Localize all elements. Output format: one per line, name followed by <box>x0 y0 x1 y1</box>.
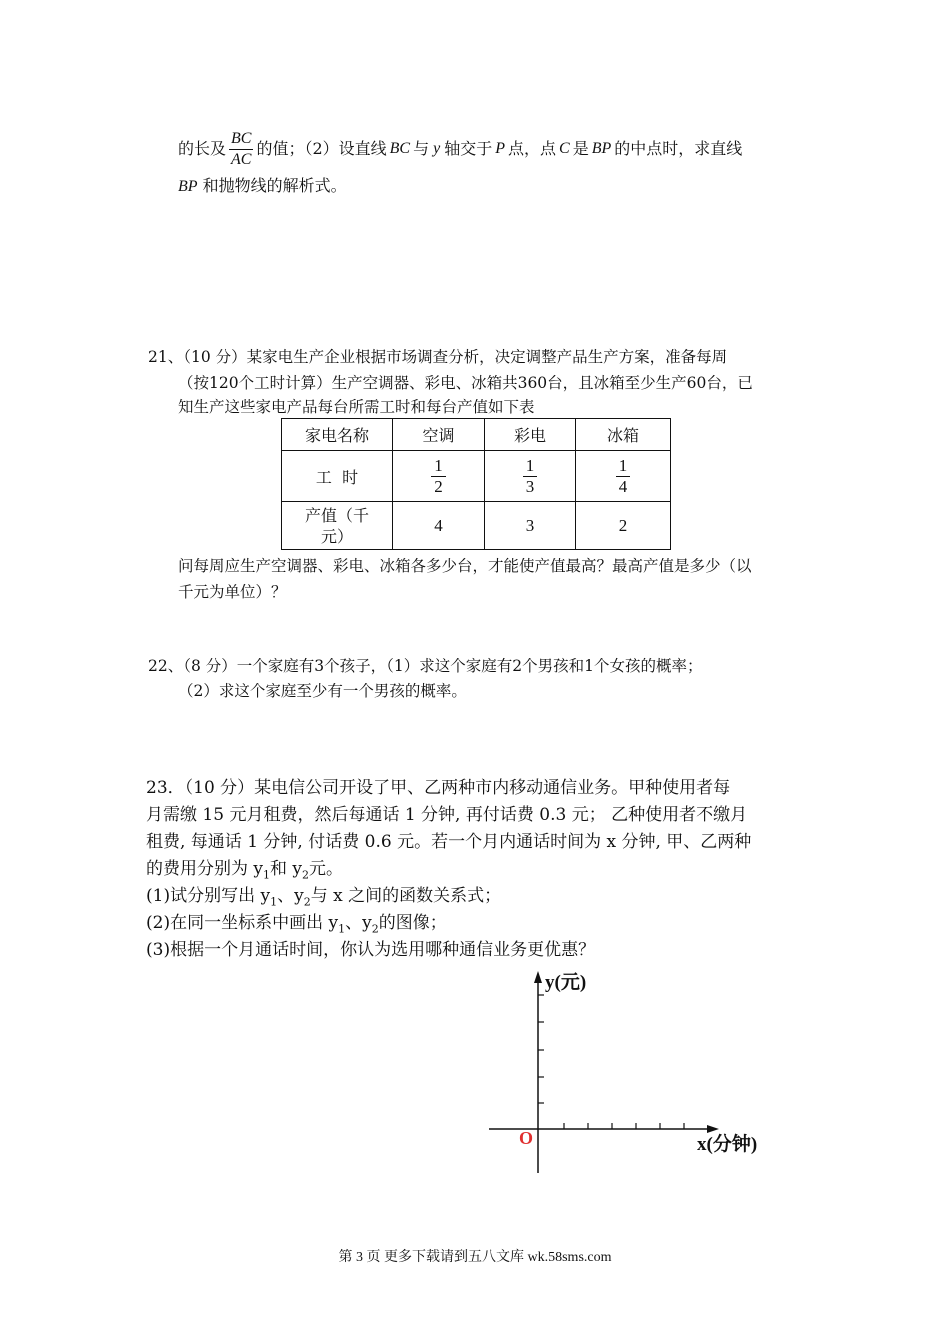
text-segment: 的图像； <box>378 913 447 933</box>
table-row-label <box>282 502 393 550</box>
subscript: 1 <box>338 922 346 936</box>
var-y: y <box>433 140 441 157</box>
q22-line1: 22、（8 分）一个家庭有3个孩子，（1）求这个家庭有2个男孩和1个女孩的概率； <box>148 657 703 675</box>
text-segment: 、y <box>345 913 372 933</box>
work-hours-table <box>281 418 671 550</box>
table-row-label: 工 时 <box>282 451 393 502</box>
fraction-third <box>523 456 538 497</box>
q21-line1: 21、（10 分）某家电生产企业根据市场调查分析，决定调整产品生产方案，准备每周 <box>148 348 728 366</box>
table-header-row <box>282 419 671 451</box>
origin-label: O <box>519 1128 534 1148</box>
q23-item3: (3)根据一个月通话时间，你认为选用哪种通信业务更优惠？ <box>146 940 596 960</box>
table-header-cell: 家电名称 <box>282 419 393 451</box>
table-header-cell: 空调 <box>393 419 485 451</box>
table-row-hours <box>282 451 671 502</box>
text-segment: (2)在同一坐标系中画出 y <box>146 913 339 933</box>
x-axis-ticks <box>564 1123 684 1129</box>
q23-line3: 租费, 每通话 1 分钟, 付话费 0.6 元。若一个月内通话时间为 x 分钟, 甲、乙两种 <box>146 832 752 852</box>
q20-text-e: 点，点 <box>508 139 557 158</box>
var-p: P <box>495 140 506 157</box>
fraction-denominator: 3 <box>525 476 535 496</box>
q20-text-b: 的值；（2）设直线 <box>256 139 387 158</box>
q20-text-g: 的中点时，求直线 <box>614 139 743 158</box>
text-segment: 与 x 之间的函数关系式； <box>310 886 502 906</box>
table-header-cell: 彩电 <box>485 419 576 451</box>
x-axis-label: x(分钟) <box>697 1134 758 1155</box>
page-footer: 第 3 页 更多下载请到五八文库 wk.58sms.com <box>338 1250 612 1265</box>
fraction-quarter <box>616 456 631 497</box>
bc-over-ac-fraction <box>229 129 253 170</box>
q20-line1 <box>178 124 742 174</box>
q20-line2 <box>178 175 347 198</box>
table-cell <box>393 451 485 502</box>
table-cell: 3 <box>485 502 576 550</box>
text-segment: (1)试分别写出 y <box>146 886 271 906</box>
q20-text-d: 轴交于 <box>444 139 493 158</box>
subscript: 2 <box>303 895 311 909</box>
text-segment: 的费用分别为 y <box>146 859 264 879</box>
value-label-line2: 元） <box>320 526 353 546</box>
subscript: 1 <box>263 868 271 882</box>
table-header-cell: 冰箱 <box>576 419 671 451</box>
y-axis-label: y(元) <box>545 972 587 993</box>
fraction-numerator: BC <box>229 129 253 150</box>
var-bp: BP <box>591 140 612 157</box>
text-segment: 和 y <box>270 859 303 879</box>
table-cell <box>485 451 576 502</box>
coordinate-axes <box>485 968 785 1178</box>
fraction-denominator: 4 <box>618 476 628 496</box>
q20-text-a: 的长及 <box>178 139 227 158</box>
subscript: 2 <box>371 922 379 936</box>
table-cell: 4 <box>393 502 485 550</box>
table-cell: 2 <box>576 502 671 550</box>
q21-line3: 知生产这些家电产品每台所需工时和每台产值如下表 <box>178 398 535 416</box>
fraction-numerator: 1 <box>431 456 446 477</box>
q21-question-line2: 千元为单位）？ <box>178 583 287 601</box>
y-axis-ticks <box>538 995 544 1103</box>
q20-text-f: 是 <box>572 139 589 158</box>
y-axis-arrow <box>534 971 542 983</box>
table-row-value <box>282 502 671 550</box>
q21-question-line1: 问每周应生产空调器、彩电、冰箱各多少台，才能使产值最高？最高产值是多少（以 <box>178 557 752 575</box>
q23-line2: 月需缴 15 元月租费，然后每通话 1 分钟, 再付话费 0.3 元； 乙种使用者不缴月 <box>146 805 748 825</box>
var-bp-2: BP <box>178 178 198 195</box>
table-cell <box>576 451 671 502</box>
value-label-line1: 产值（千 <box>304 505 369 525</box>
subscript: 1 <box>270 895 278 909</box>
q21-line2: （按120个工时计算）生产空调器、彩电、冰箱共360台，且冰箱至少生产60台，已 <box>178 374 753 392</box>
fraction-numerator: 1 <box>616 456 631 477</box>
q20-text-c: 与 <box>413 139 430 158</box>
q20-text-h: 和抛物线的解析式。 <box>202 176 347 195</box>
var-c: C <box>559 140 570 157</box>
q22-line2: （2）求这个家庭至少有一个男孩的概率。 <box>178 682 467 700</box>
fraction-denominator: AC <box>231 150 252 168</box>
q23-line1: 23．（10 分）某电信公司开设了甲、乙两种市内移动通信业务。甲种使用者每 <box>146 778 731 798</box>
var-bc: BC <box>389 140 411 157</box>
fraction-denominator: 2 <box>434 476 443 496</box>
x-axis-arrow <box>707 1125 719 1133</box>
text-segment: 、y <box>277 886 304 906</box>
subscript: 2 <box>302 868 310 882</box>
fraction-half <box>431 456 446 497</box>
fraction-numerator: 1 <box>523 456 538 477</box>
text-segment: 元。 <box>309 859 344 879</box>
